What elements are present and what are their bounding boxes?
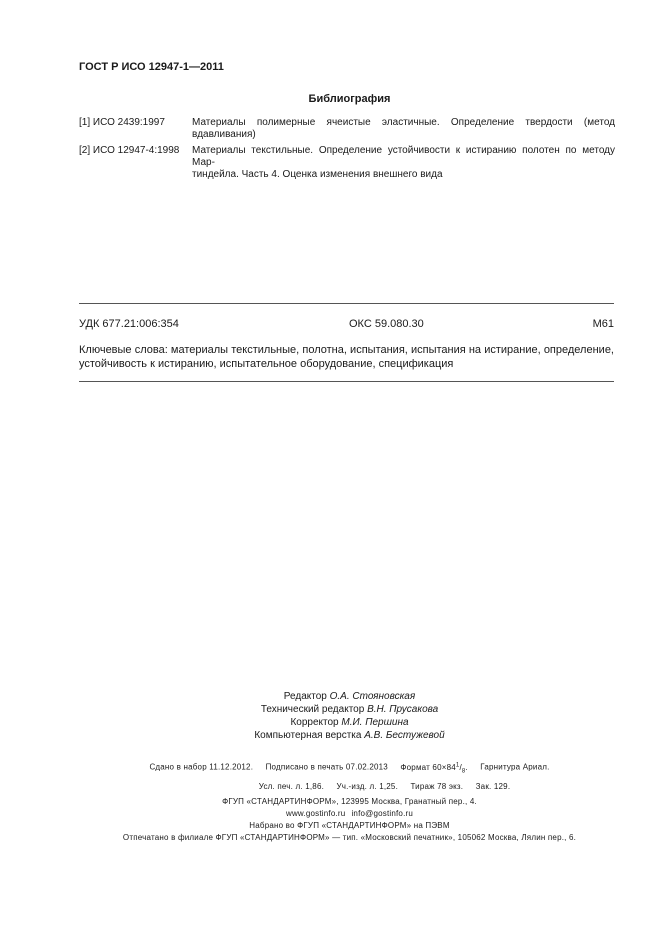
publication-line [38, 779, 661, 794]
group-code: М61 [592, 318, 614, 330]
divider-top [79, 303, 614, 304]
signed-date: Подписано в печать 07.02.2013 [265, 762, 388, 772]
credit-name: А.В. Бестужевой [364, 730, 445, 741]
publisher-contacts [38, 808, 661, 820]
credit-layout [38, 729, 661, 742]
print-sheets: Усл. печ. л. 1,86. [258, 782, 325, 792]
oks-code: ОКС 59.080.30 [349, 318, 424, 330]
credit-editor [38, 690, 661, 703]
order-number: Зак. 129. [475, 782, 511, 792]
keywords-line: устойчивость к истиранию, испытательное оборудование, спецификация [79, 358, 454, 370]
bibliography-text [192, 117, 615, 141]
printed-info: Отпечатано в филиале ФГУП «СТАНДАРТИНФОРМ» — тип. «Московский печатник», 105062 Москва, Лялин пер., 6. [122, 833, 577, 842]
publisher-email[interactable]: info@gostinfo.ru [351, 809, 414, 818]
publisher-address: ФГУП «СТАНДАРТИНФОРМ», 123995 Москва, Гранатный пер., 4. [222, 797, 477, 806]
bibliography-entry [79, 117, 615, 141]
credit-role: Редактор [283, 691, 327, 702]
credit-proofreader [38, 716, 661, 729]
udk-code: УДК 677.21:006:354 [79, 318, 179, 330]
bibliography-text-line: Материалы полимерные ячеистые эластичные. Определение твердости (метод [192, 117, 615, 128]
publication-info [0, 758, 661, 794]
credit-role: Технический редактор [260, 704, 365, 715]
credit-name: О.А. Стояновская [329, 691, 416, 702]
credit-tech-editor [38, 703, 661, 716]
credit-role: Корректор [290, 717, 339, 728]
submitted-date: Сдано в набор 11.12.2012. [149, 762, 254, 772]
credit-role: Компьютерная верстка [254, 730, 362, 741]
publisher-website[interactable]: www.gostinfo.ru [285, 809, 346, 818]
document-header: ГОСТ Р ИСО 12947-1—2011 [79, 61, 224, 73]
bibliography-text [192, 145, 615, 181]
credit-name: М.И. Першина [341, 717, 409, 728]
credit-name: В.Н. Прусакова [367, 704, 439, 715]
bibliography-text-line: Материалы текстильные. Определение устойчивости к истиранию полотен по методу Мар- [192, 145, 615, 168]
publisher-footer [0, 796, 661, 844]
typeset-info: Набрано во ФГУП «СТАНДАРТИНФОРМ» на ПЭВМ [249, 821, 450, 830]
bibliography-text-line: тиндейла. Часть 4. Оценка изменения внешнего вида [192, 169, 443, 180]
credits-block [0, 690, 661, 742]
font-info: Гарнитура Ариал. [480, 762, 550, 772]
bibliography-ref: [2] ИСО 12947-4:1998 [79, 145, 180, 156]
bibliography-title: Библиография [308, 93, 391, 105]
pub-sheets: Уч.-изд. л. 1,25. [336, 782, 398, 792]
bibliography-entry [79, 145, 615, 180]
bibliography-ref: [1] ИСО 2439:1997 [79, 117, 165, 128]
print-run: Тираж 78 экз. [410, 782, 464, 792]
publication-line [38, 758, 661, 779]
keywords [79, 343, 614, 371]
paper-format: Формат $60\times 84^1/_8$. [400, 762, 468, 775]
bibliography-text-line: вдавливания) [192, 129, 256, 140]
keywords-line: Ключевые слова: материалы текстильные, полотна, испытания, испытания на истирание, определение, [79, 344, 614, 356]
divider-bottom [79, 381, 614, 382]
